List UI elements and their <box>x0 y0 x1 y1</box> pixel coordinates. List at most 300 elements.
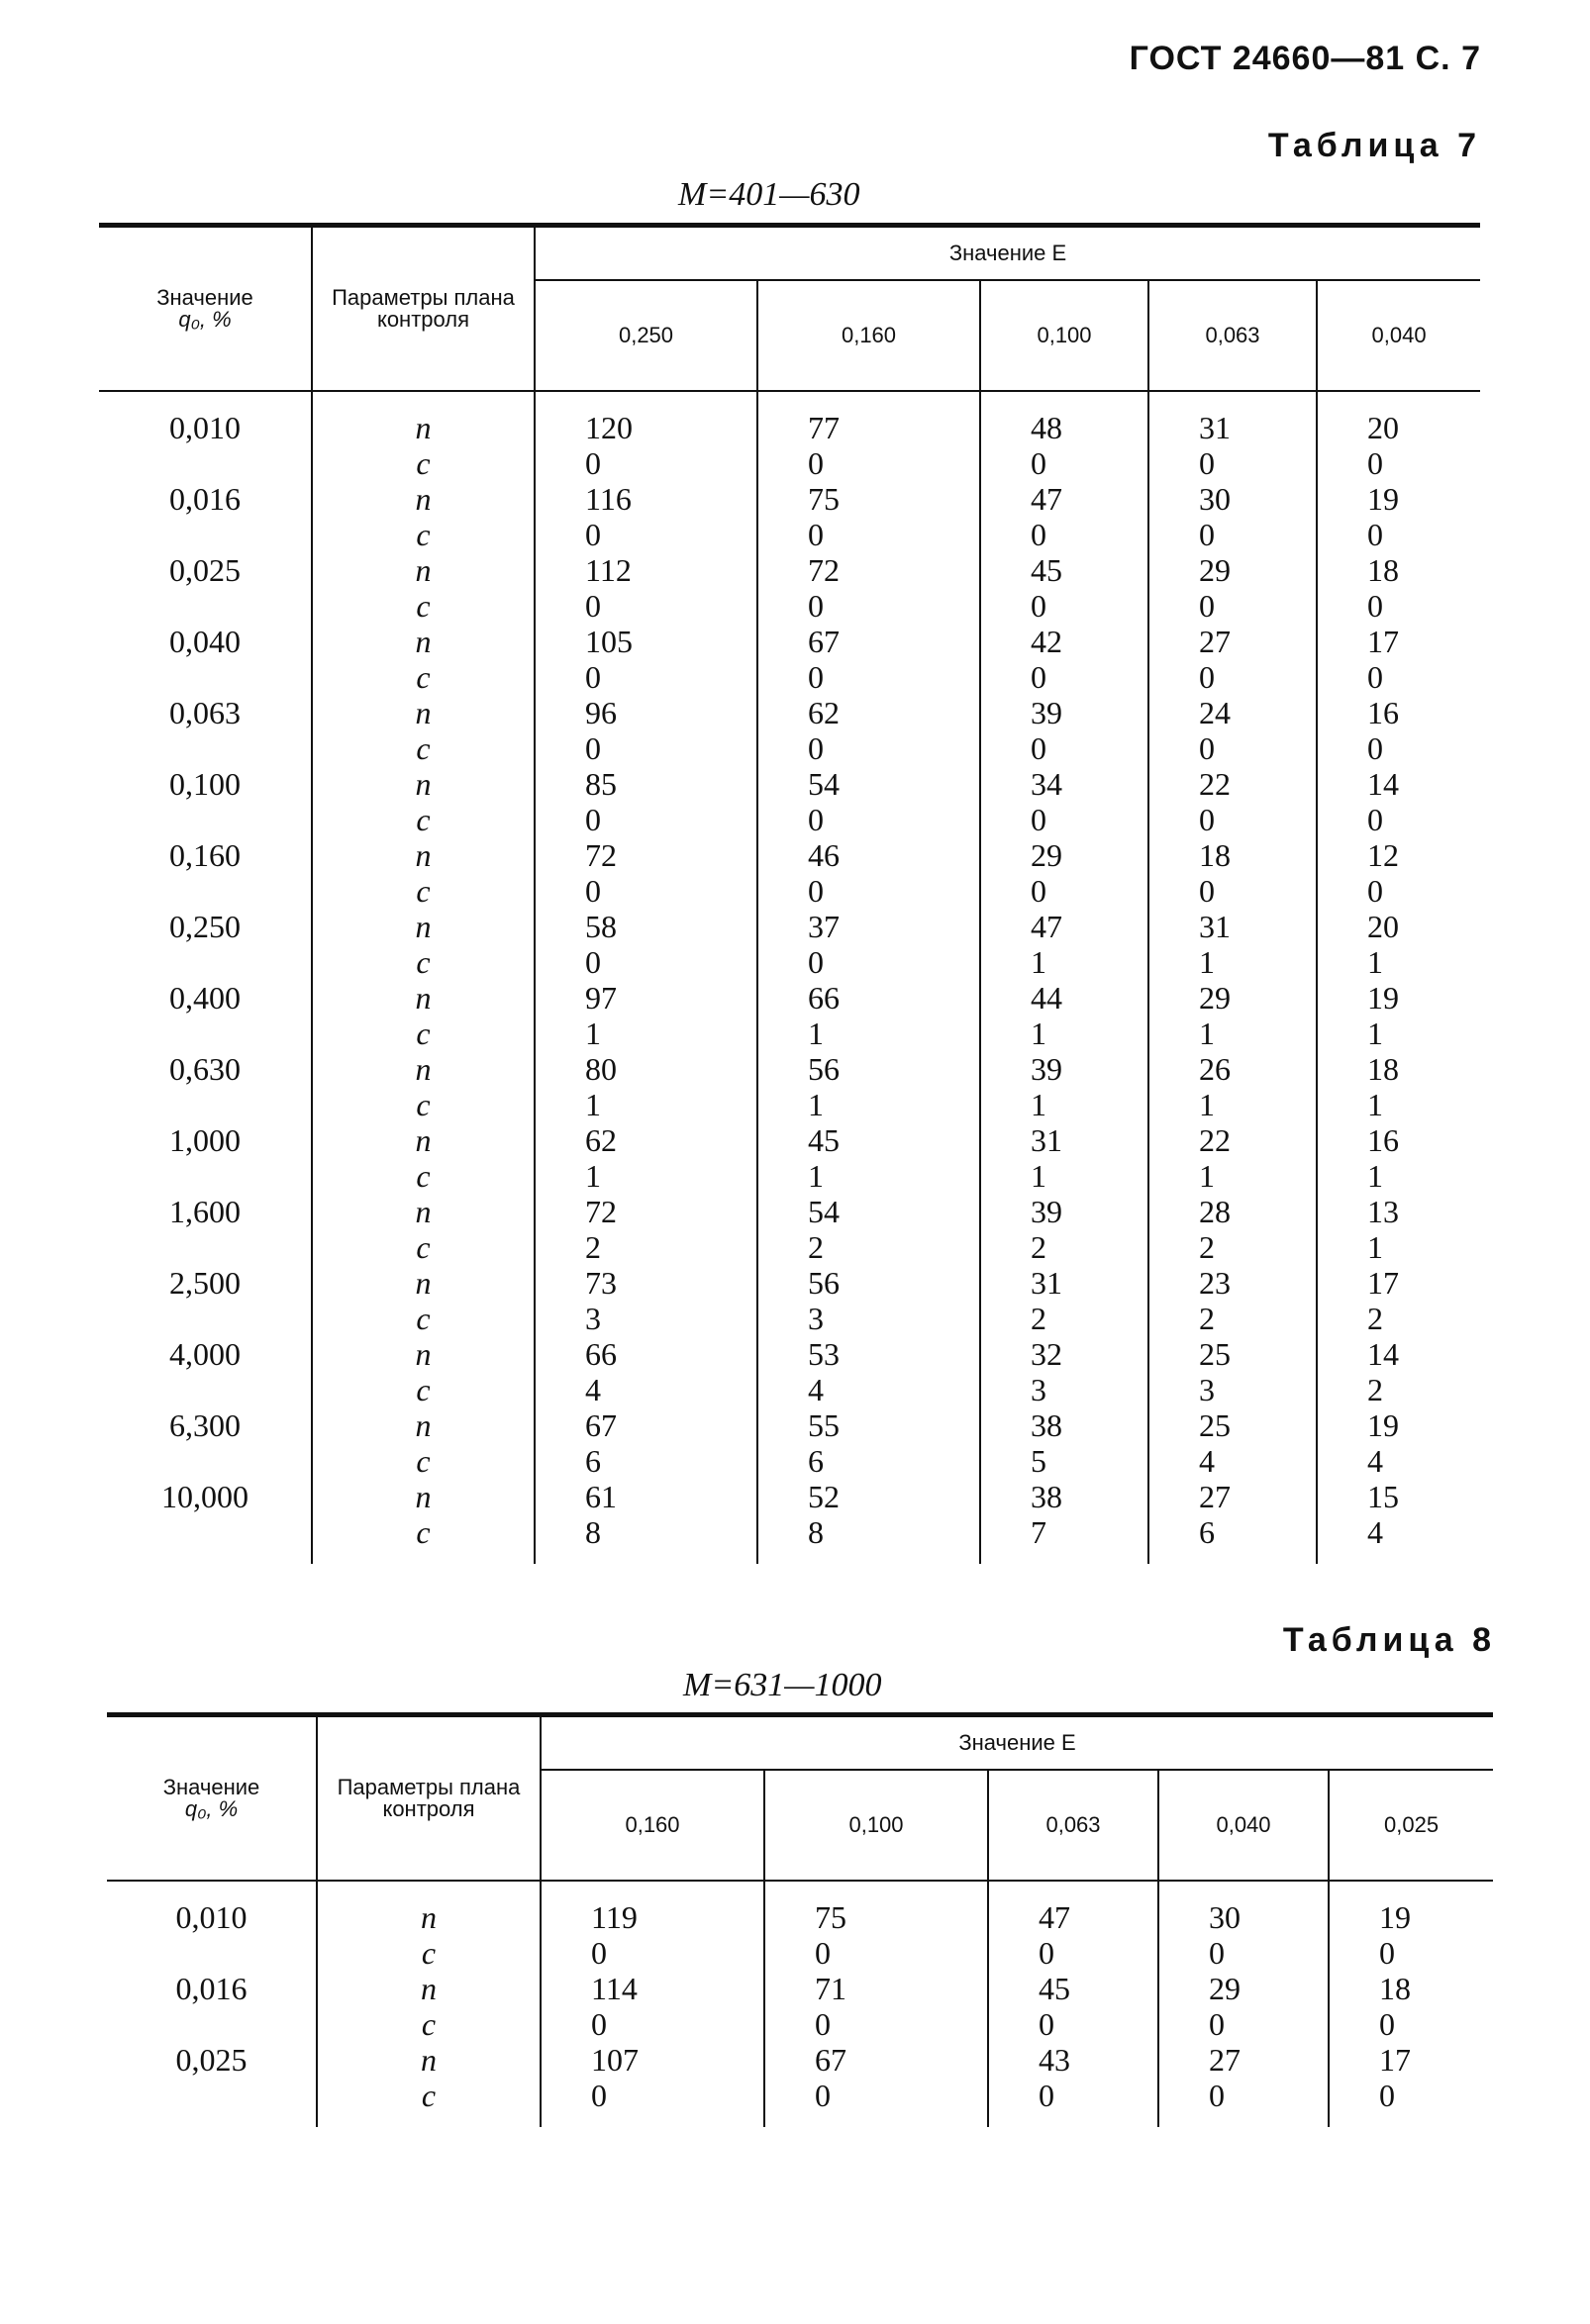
table-7-body <box>99 391 1480 1564</box>
param-symbol: n <box>312 481 535 517</box>
param-symbol: c <box>312 517 535 552</box>
value-cell: 1 <box>1148 1158 1317 1194</box>
value-cell: 0 <box>1148 730 1317 766</box>
table-row <box>99 1265 1480 1301</box>
value-cell: 14 <box>1317 766 1480 802</box>
q-value: 0,025 <box>175 2042 248 2078</box>
value-cell: 0 <box>757 659 980 695</box>
value-cell: 31 <box>980 1265 1148 1301</box>
e-header: 0,025 <box>1329 1770 1493 1881</box>
value-cell: 3 <box>535 1301 757 1336</box>
spacer-cell <box>541 1881 764 1899</box>
value-cell: 6 <box>535 1443 757 1479</box>
col-q-label: Значение <box>162 1775 260 1799</box>
value-cell: 107 <box>541 2042 764 2078</box>
tail-cell <box>988 2113 1158 2127</box>
value-cell: 17 <box>1329 2042 1493 2078</box>
e-header: 0,100 <box>764 1770 988 1881</box>
table-7-label: Таблица 7 <box>1267 127 1481 164</box>
value-cell: 6 <box>1148 1514 1317 1550</box>
value-cell: 55 <box>757 1407 980 1443</box>
table-8-subtitle: M=631—1000 <box>683 1667 882 1703</box>
value-cell: 3 <box>1148 1372 1317 1407</box>
value-cell: 5 <box>980 1443 1148 1479</box>
table-row <box>99 1443 1480 1479</box>
value-cell: 2 <box>980 1301 1148 1336</box>
param-symbol: c <box>312 802 535 837</box>
value-cell: 0 <box>541 1935 764 1971</box>
value-cell: 0 <box>535 588 757 624</box>
param-symbol: c <box>317 1935 541 1971</box>
table-row <box>99 1336 1480 1372</box>
value-cell: 12 <box>1317 837 1480 873</box>
param-symbol: n <box>312 980 535 1016</box>
value-cell: 23 <box>1148 1265 1317 1301</box>
value-cell: 1 <box>1317 944 1480 980</box>
e-header: 0,160 <box>757 280 980 391</box>
tail-row <box>107 2113 1493 2127</box>
table-row <box>99 1229 1480 1265</box>
spacer-cell <box>757 391 980 410</box>
value-cell: 27 <box>1148 1479 1317 1514</box>
q-value <box>99 1514 312 1550</box>
value-cell: 1 <box>1317 1158 1480 1194</box>
q-value <box>99 873 312 909</box>
e-header: 0,160 <box>541 1770 764 1881</box>
spacer-cell <box>1148 391 1317 410</box>
value-cell: 0 <box>980 730 1148 766</box>
value-cell: 0 <box>1317 517 1480 552</box>
param-symbol: c <box>312 1514 535 1550</box>
value-cell: 29 <box>980 837 1148 873</box>
e-header: 0,100 <box>980 280 1148 391</box>
value-cell: 47 <box>980 909 1148 944</box>
table-row <box>99 730 1480 766</box>
value-cell: 38 <box>980 1407 1148 1443</box>
param-symbol: n <box>317 1971 541 2006</box>
value-cell: 80 <box>535 1051 757 1087</box>
table-7 <box>99 223 1480 1564</box>
q-value <box>99 445 312 481</box>
value-cell: 22 <box>1148 1122 1317 1158</box>
table-row <box>99 944 1480 980</box>
value-cell: 26 <box>1148 1051 1317 1087</box>
param-symbol: c <box>312 1087 535 1122</box>
param-symbol: n <box>312 837 535 873</box>
e-header: 0,063 <box>988 1770 1158 1881</box>
param-symbol: n <box>312 1336 535 1372</box>
param-symbol: n <box>312 552 535 588</box>
param-symbol: c <box>312 730 535 766</box>
value-cell: 56 <box>757 1265 980 1301</box>
param-symbol: n <box>312 1479 535 1514</box>
q-value <box>107 2078 317 2113</box>
table-row <box>99 481 1480 517</box>
value-cell: 0 <box>535 445 757 481</box>
value-cell: 75 <box>757 481 980 517</box>
page-header: ГОСТ 24660—81 С. 7 <box>1129 40 1481 77</box>
e-header: 0,040 <box>1158 1770 1329 1881</box>
param-symbol: c <box>312 1372 535 1407</box>
param-symbol: n <box>317 1899 541 1935</box>
value-cell: 72 <box>535 837 757 873</box>
table-row <box>99 1301 1480 1336</box>
value-cell: 72 <box>535 1194 757 1229</box>
tail-cell <box>312 1550 535 1564</box>
value-cell: 13 <box>1317 1194 1480 1229</box>
value-cell: 72 <box>757 552 980 588</box>
value-cell: 0 <box>757 944 980 980</box>
table-8-label: Таблица 8 <box>1282 1621 1496 1659</box>
value-cell: 97 <box>535 980 757 1016</box>
table-row <box>107 1971 1493 2006</box>
value-cell: 39 <box>980 695 1148 730</box>
col-q-header <box>99 226 312 392</box>
table-row <box>99 909 1480 944</box>
q-value: 0,250 <box>169 909 241 944</box>
param-symbol: n <box>312 766 535 802</box>
q-value: 0,016 <box>169 481 241 517</box>
table-row <box>99 873 1480 909</box>
table-row <box>99 1016 1480 1051</box>
value-cell: 2 <box>1148 1229 1317 1265</box>
value-cell: 53 <box>757 1336 980 1372</box>
value-cell: 19 <box>1317 980 1480 1016</box>
value-cell: 0 <box>757 517 980 552</box>
table-row <box>99 517 1480 552</box>
e-header: 0,250 <box>535 280 757 391</box>
col-q-header <box>107 1715 317 1882</box>
value-cell: 2 <box>1317 1301 1480 1336</box>
value-cell: 73 <box>535 1265 757 1301</box>
q-value: 0,040 <box>169 624 241 659</box>
value-cell: 54 <box>757 1194 980 1229</box>
value-cell: 29 <box>1148 980 1317 1016</box>
spacer-cell <box>764 1881 988 1899</box>
tail-cell <box>1329 2113 1493 2127</box>
table-row <box>107 2006 1493 2042</box>
col-q-unit: q₀, % <box>178 307 232 332</box>
param-symbol: n <box>312 1051 535 1087</box>
value-cell: 66 <box>757 980 980 1016</box>
value-cell: 75 <box>764 1899 988 1935</box>
value-cell: 8 <box>757 1514 980 1550</box>
table-row <box>99 1122 1480 1158</box>
value-cell: 1 <box>1148 944 1317 980</box>
value-cell: 34 <box>980 766 1148 802</box>
spacer-cell <box>312 391 535 410</box>
value-cell: 0 <box>988 1935 1158 1971</box>
value-cell: 67 <box>764 2042 988 2078</box>
value-cell: 44 <box>980 980 1148 1016</box>
q-value: 0,025 <box>169 552 241 588</box>
value-cell: 119 <box>541 1899 764 1935</box>
tail-cell <box>1158 2113 1329 2127</box>
group-e-label: Значение E <box>948 241 1067 265</box>
value-cell: 0 <box>988 2078 1158 2113</box>
value-cell: 1 <box>1317 1016 1480 1051</box>
table-row <box>99 659 1480 695</box>
param-symbol: n <box>317 2042 541 2078</box>
table-row <box>99 445 1480 481</box>
value-cell: 0 <box>535 659 757 695</box>
value-cell: 1 <box>980 1158 1148 1194</box>
param-symbol: n <box>312 695 535 730</box>
value-cell: 0 <box>1158 1935 1329 1971</box>
value-cell: 32 <box>980 1336 1148 1372</box>
table-row <box>99 588 1480 624</box>
value-cell: 96 <box>535 695 757 730</box>
value-cell: 71 <box>764 1971 988 2006</box>
q-value <box>107 1935 317 1971</box>
col-param-header: Параметры плана контроля <box>312 226 535 392</box>
q-value <box>99 1016 312 1051</box>
group-e-label: Значение E <box>958 1730 1076 1755</box>
value-cell: 17 <box>1317 1265 1480 1301</box>
value-cell: 3 <box>980 1372 1148 1407</box>
value-cell: 0 <box>1329 2006 1493 2042</box>
value-cell: 67 <box>757 624 980 659</box>
table-row <box>99 624 1480 659</box>
value-cell: 1 <box>535 1087 757 1122</box>
value-cell: 48 <box>980 410 1148 445</box>
q-value: 0,010 <box>169 410 241 445</box>
value-cell: 30 <box>1148 481 1317 517</box>
value-cell: 1 <box>1317 1229 1480 1265</box>
value-cell: 22 <box>1148 766 1317 802</box>
value-cell: 0 <box>980 659 1148 695</box>
table-row <box>107 2078 1493 2113</box>
tail-cell <box>107 2113 317 2127</box>
value-cell: 2 <box>1148 1301 1317 1336</box>
value-cell: 0 <box>988 2006 1158 2042</box>
table-row <box>107 2042 1493 2078</box>
table-8 <box>107 1712 1493 2127</box>
param-symbol: n <box>312 1122 535 1158</box>
value-cell: 6 <box>757 1443 980 1479</box>
spacer-cell <box>1317 391 1480 410</box>
value-cell: 45 <box>757 1122 980 1158</box>
spacer-cell <box>107 1881 317 1899</box>
e-header: 0,063 <box>1148 280 1317 391</box>
q-value: 4,000 <box>169 1336 241 1372</box>
q-value: 2,500 <box>169 1265 241 1301</box>
value-cell: 62 <box>535 1122 757 1158</box>
value-cell: 0 <box>764 2006 988 2042</box>
spacer-cell <box>988 1881 1158 1899</box>
value-cell: 46 <box>757 837 980 873</box>
table-row <box>99 1372 1480 1407</box>
param-symbol: n <box>312 1265 535 1301</box>
value-cell: 43 <box>988 2042 1158 2078</box>
param-symbol: c <box>312 445 535 481</box>
value-cell: 0 <box>1329 2078 1493 2113</box>
value-cell: 47 <box>988 1899 1158 1935</box>
param-symbol: c <box>317 2006 541 2042</box>
value-cell: 20 <box>1317 909 1480 944</box>
tail-cell <box>1317 1550 1480 1564</box>
value-cell: 0 <box>535 517 757 552</box>
q-value <box>99 730 312 766</box>
value-cell: 27 <box>1158 2042 1329 2078</box>
tail-row <box>99 1550 1480 1564</box>
value-cell: 0 <box>1148 873 1317 909</box>
value-cell: 18 <box>1148 837 1317 873</box>
table-row <box>99 695 1480 730</box>
value-cell: 0 <box>764 2078 988 2113</box>
value-cell: 1 <box>980 1087 1148 1122</box>
value-cell: 18 <box>1317 552 1480 588</box>
value-cell: 0 <box>757 873 980 909</box>
value-cell: 3 <box>757 1301 980 1336</box>
table-row <box>99 837 1480 873</box>
q-value: 1,000 <box>169 1122 241 1158</box>
value-cell: 1 <box>1148 1087 1317 1122</box>
q-value: 0,630 <box>169 1051 241 1087</box>
table-row <box>99 1051 1480 1087</box>
table-8-body <box>107 1881 1493 2127</box>
value-cell: 0 <box>1158 2006 1329 2042</box>
value-cell: 61 <box>535 1479 757 1514</box>
spacer-row <box>107 1881 1493 1899</box>
col-q-unit: q₀, % <box>184 1796 239 1821</box>
value-cell: 4 <box>757 1372 980 1407</box>
value-cell: 0 <box>980 588 1148 624</box>
value-cell: 0 <box>757 730 980 766</box>
q-value <box>99 659 312 695</box>
value-cell: 114 <box>541 1971 764 2006</box>
value-cell: 14 <box>1317 1336 1480 1372</box>
value-cell: 0 <box>757 802 980 837</box>
value-cell: 18 <box>1329 1971 1493 2006</box>
value-cell: 7 <box>980 1514 1148 1550</box>
value-cell: 31 <box>1148 410 1317 445</box>
value-cell: 17 <box>1317 624 1480 659</box>
q-value <box>107 2006 317 2042</box>
value-cell: 0 <box>1148 588 1317 624</box>
value-cell: 4 <box>1148 1443 1317 1479</box>
value-cell: 0 <box>1317 730 1480 766</box>
param-symbol: n <box>312 624 535 659</box>
value-cell: 1 <box>980 944 1148 980</box>
value-cell: 19 <box>1317 1407 1480 1443</box>
value-cell: 2 <box>1317 1372 1480 1407</box>
value-cell: 28 <box>1148 1194 1317 1229</box>
value-cell: 39 <box>980 1194 1148 1229</box>
col-param-header: Параметры плана контроля <box>317 1715 541 1882</box>
value-cell: 0 <box>541 2078 764 2113</box>
tail-cell <box>541 2113 764 2127</box>
table-row <box>99 1479 1480 1514</box>
value-cell: 25 <box>1148 1407 1317 1443</box>
value-cell: 31 <box>1148 909 1317 944</box>
value-cell: 1 <box>980 1016 1148 1051</box>
param-symbol: c <box>317 2078 541 2113</box>
q-value <box>99 1372 312 1407</box>
value-cell: 0 <box>757 445 980 481</box>
table-row <box>99 766 1480 802</box>
q-value <box>99 1158 312 1194</box>
tail-cell <box>99 1550 312 1564</box>
value-cell: 0 <box>535 730 757 766</box>
value-cell: 66 <box>535 1336 757 1372</box>
value-cell: 37 <box>757 909 980 944</box>
table-7-subtitle: M=401—630 <box>678 176 860 213</box>
param-symbol: c <box>312 659 535 695</box>
value-cell: 1 <box>757 1016 980 1051</box>
tail-cell <box>980 1550 1148 1564</box>
table-row <box>99 1194 1480 1229</box>
value-cell: 0 <box>980 517 1148 552</box>
param-symbol: c <box>312 873 535 909</box>
value-cell: 1 <box>535 1158 757 1194</box>
q-value: 0,063 <box>169 695 241 730</box>
param-symbol: n <box>312 1407 535 1443</box>
q-value <box>99 1087 312 1122</box>
value-cell: 2 <box>980 1229 1148 1265</box>
value-cell: 24 <box>1148 695 1317 730</box>
value-cell: 1 <box>1148 1016 1317 1051</box>
param-symbol: c <box>312 1229 535 1265</box>
q-value <box>99 588 312 624</box>
value-cell: 0 <box>1317 588 1480 624</box>
value-cell: 77 <box>757 410 980 445</box>
spacer-cell <box>535 391 757 410</box>
q-value: 10,000 <box>161 1479 248 1514</box>
tail-cell <box>757 1550 980 1564</box>
group-e-header <box>541 1715 1493 1771</box>
spacer-cell <box>317 1881 541 1899</box>
value-cell: 0 <box>980 802 1148 837</box>
value-cell: 15 <box>1317 1479 1480 1514</box>
table-row <box>99 1407 1480 1443</box>
param-symbol: c <box>312 1301 535 1336</box>
value-cell: 16 <box>1317 1122 1480 1158</box>
q-value: 0,100 <box>169 766 241 802</box>
table-row <box>99 802 1480 837</box>
q-value <box>99 1301 312 1336</box>
value-cell: 85 <box>535 766 757 802</box>
value-cell: 0 <box>535 873 757 909</box>
value-cell: 38 <box>980 1479 1148 1514</box>
value-cell: 39 <box>980 1051 1148 1087</box>
group-e-header <box>535 226 1480 281</box>
value-cell: 18 <box>1317 1051 1480 1087</box>
table-row <box>99 1514 1480 1550</box>
param-symbol: n <box>312 909 535 944</box>
value-cell: 67 <box>535 1407 757 1443</box>
value-cell: 1 <box>757 1158 980 1194</box>
value-cell: 0 <box>535 802 757 837</box>
value-cell: 8 <box>535 1514 757 1550</box>
value-cell: 4 <box>535 1372 757 1407</box>
q-value: 0,400 <box>169 980 241 1016</box>
value-cell: 116 <box>535 481 757 517</box>
value-cell: 1 <box>1317 1087 1480 1122</box>
spacer-cell <box>980 391 1148 410</box>
value-cell: 105 <box>535 624 757 659</box>
value-cell: 42 <box>980 624 1148 659</box>
q-value: 0,016 <box>175 1971 248 2006</box>
value-cell: 4 <box>1317 1443 1480 1479</box>
value-cell: 0 <box>980 445 1148 481</box>
value-cell: 19 <box>1317 481 1480 517</box>
value-cell: 56 <box>757 1051 980 1087</box>
value-cell: 0 <box>1148 445 1317 481</box>
col-q-label: Значение <box>156 285 253 310</box>
tail-cell <box>1148 1550 1317 1564</box>
value-cell: 54 <box>757 766 980 802</box>
